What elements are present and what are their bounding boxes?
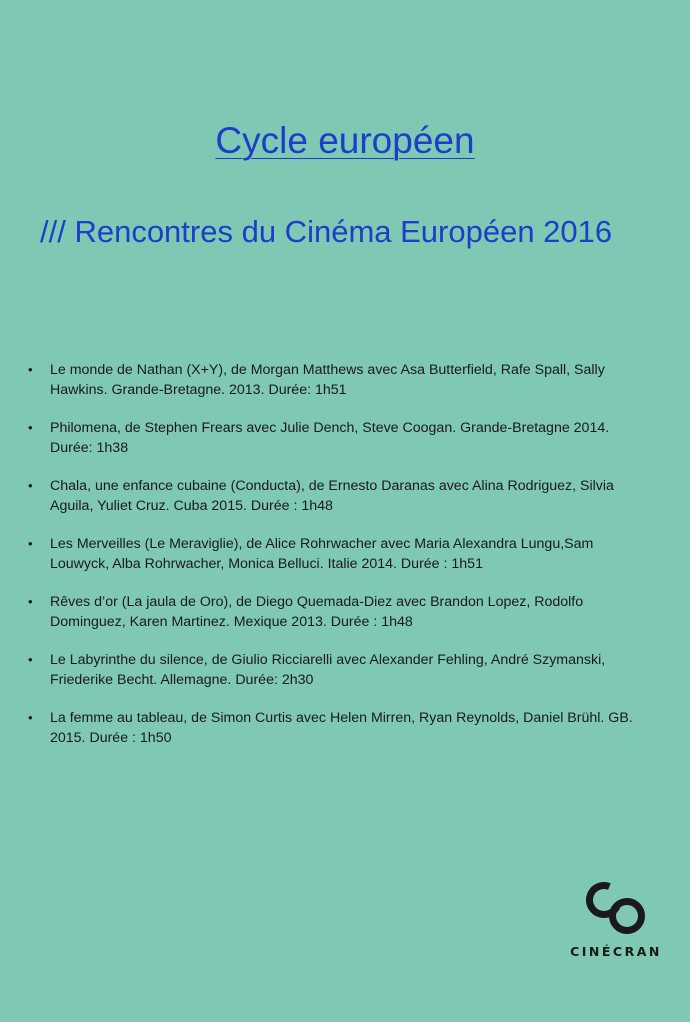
bullet: • [28, 652, 33, 667]
film-item [28, 476, 653, 516]
film-item [28, 650, 653, 690]
page-subtitle: /// Rencontres du Cinéma Européen 2016 [40, 214, 613, 249]
film-text: Les Merveilles (Le Meraviglie), de Alice Rohrwacher avec Maria Alexandra Lungu,Sam Louwyck, Alba Rohrwacher, Monica Belluci. Italie 2014. Durée : 1h51 [50, 536, 594, 572]
film-item [28, 592, 653, 632]
film-text: Rêves d’or (La jaula de Oro), de Diego Quemada-Diez avec Brandon Lopez, Rodolfo Dominguez, Karen Martinez. Mexique 2013. Durée : 1h48 [50, 594, 584, 630]
film-item [28, 418, 653, 458]
film-text: La femme au tableau, de Simon Curtis avec Helen Mirren, Ryan Reynolds, Daniel Brühl. GB. 2015. Durée : 1h50 [50, 710, 633, 746]
page-title: Cycle européen [215, 120, 475, 161]
film-text: Philomena, de Stephen Frears avec Julie Dench, Steve Coogan. Grande-Bretagne 2014. Durée: 1h38 [50, 420, 610, 456]
cinecran-logo-icon [584, 878, 648, 938]
bullet: • [28, 420, 33, 435]
bullet: • [28, 536, 33, 551]
bullet: • [28, 478, 33, 493]
film-text: Le monde de Nathan (X+Y), de Morgan Matthews avec Asa Butterfield, Rafe Spall, Sally Hawkins. Grande-Bretagne. 2013. Durée: 1h51 [50, 362, 605, 398]
film-list [28, 360, 653, 766]
bullet: • [28, 710, 33, 725]
bullet: • [28, 594, 33, 609]
film-item [28, 708, 653, 748]
logo-text: CINÉCRAN [570, 944, 662, 959]
bullet: • [28, 362, 33, 377]
film-text: Le Labyrinthe du silence, de Giulio Ricciarelli avec Alexander Fehling, André Szymanski, Friederike Becht. Allemagne. Durée: 2h30 [50, 652, 606, 688]
film-item [28, 360, 653, 400]
cinecran-logo [568, 878, 664, 968]
film-item [28, 534, 653, 574]
film-text: Chala, une enfance cubaine (Conducta), de Ernesto Daranas avec Alina Rodriguez, Silvia Aguila, Yuliet Cruz. Cuba 2015. Durée : 1h48 [50, 478, 614, 514]
